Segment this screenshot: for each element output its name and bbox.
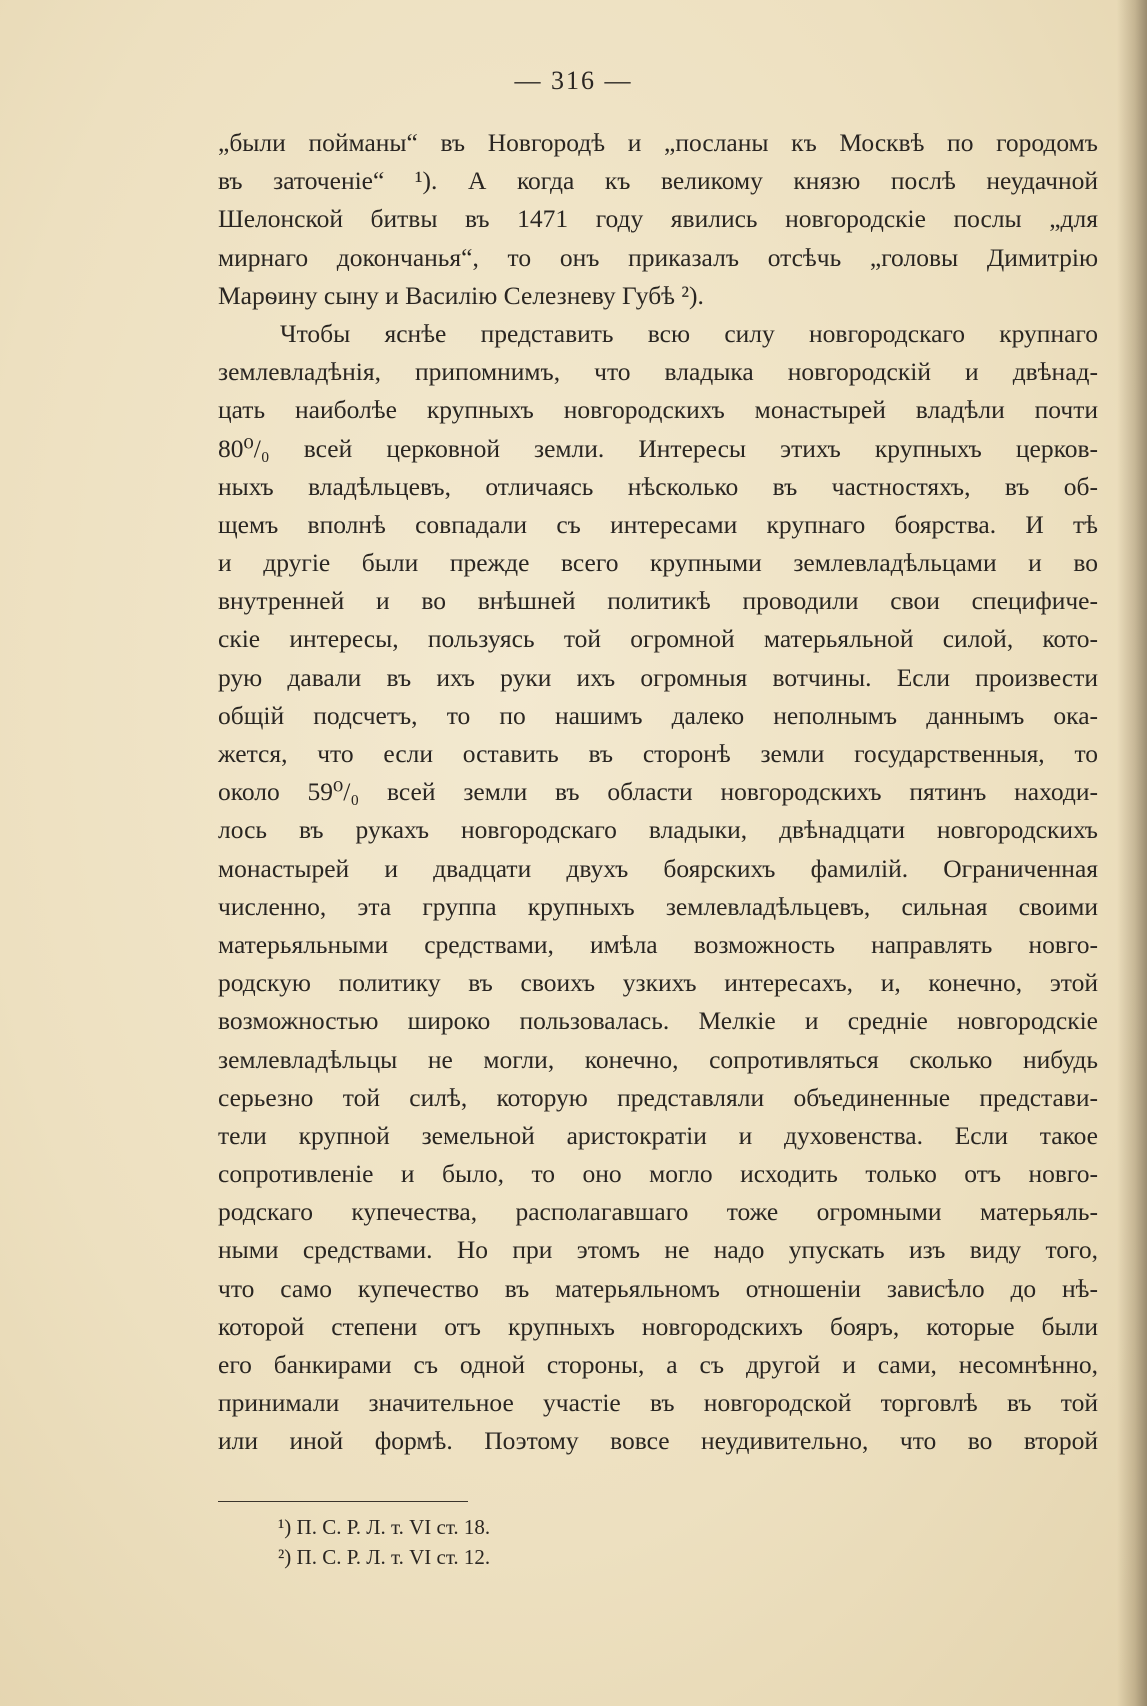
text-line: „были пойманы“ въ Новгородѣ и „посланы къ Москвѣ по городомъ [218,128,1098,157]
text-line: рую давали въ ихъ руки ихъ огромныя вотчины. Если произвести [218,662,1098,692]
text-line: сопротивленіе и было, то оно могло исходить только отъ новго- [218,1159,1098,1189]
text-line: около 59⁰/₀ всей земли въ области новгородскихъ пятинъ находи- [218,777,1098,807]
text-line: ныхъ владѣльцевъ, отличаясь нѣсколько въ частностяхъ, въ об- [218,471,1098,501]
footnote-1: ¹) П. С. Р. Л. т. VI ст. 18. [278,1515,491,1539]
text-line: мирнаго докончанья“, то онъ приказалъ отсѣчь „головы Димитрію [218,242,1098,272]
text-line: Марѳину сыну и Василію Селезневу Губѣ ²). [218,280,704,310]
text-line: принимали значительное участіе въ новгородской торговлѣ въ той [218,1388,1098,1418]
text-line: что само купечество въ матерьяльномъ отношеніи зависѣло до нѣ- [218,1273,1098,1303]
text-line: лось въ рукахъ новгородскаго владыки, двѣнадцати новгородскихъ [218,815,1098,845]
text-line: жется, что если оставить въ сторонѣ земли государственныя, то [218,739,1098,768]
footnotes [278,1512,490,1572]
text-line: монастырей и двадцати двухъ боярскихъ фамилій. Ограниченная [218,853,1098,883]
text-line: численно, эта группа крупныхъ землевладѣльцевъ, сильная своими [218,891,1098,921]
text-line: его банкирами съ одной стороны, а съ другой и сами, несомнѣнно, [218,1350,1098,1379]
text-line: родскую политику въ своихъ узкихъ интересахъ, и, конечно, этой [218,968,1098,998]
text-line: тели крупной земельной аристократіи и духовенства. Если такое [218,1120,1098,1150]
text-line: общій подсчетъ, то по нашимъ далеко неполнымъ даннымъ ока- [218,700,1098,730]
footnote-2: ²) П. С. Р. Л. т. VI ст. 12. [278,1545,491,1569]
text-line: родскаго купечества, располагавшаго тоже огромными матерьяль- [218,1197,1098,1227]
text-line: ными средствами. Но при этомъ не надо упускать изъ виду того, [218,1235,1098,1265]
text-line: въ заточеніе“ ¹). А когда къ великому князю послѣ неудачной [218,166,1098,196]
text-line: матерьяльными средствами, имѣла возможность направлять новго- [218,929,1098,959]
text-line: и другіе были прежде всего крупными землевладѣльцами и во [218,548,1098,578]
footnote-divider [218,1501,468,1502]
text-line: щемъ вполнѣ совпадали съ интересами крупнаго боярства. И тѣ [218,509,1098,539]
text-line: серьезно той силѣ, которую представляли объединенные представи- [218,1082,1098,1112]
text-line: внутренней и во внѣшней политикѣ проводили свои специфиче- [218,586,1098,616]
text-line: Шелонской битвы въ 1471 году явились новгородскіе послы „для [218,204,1098,234]
text-line: которой степени отъ крупныхъ новгородскихъ бояръ, которые были [218,1311,1098,1341]
page-number: — 316 — [514,66,633,95]
text-line: землевладѣнія, припомнимъ, что владыка новгородскій и двѣнад- [218,357,1098,387]
text-line: 80⁰/₀ всей церковной земли. Интересы этихъ крупныхъ церков- [218,433,1098,463]
page-edge-shadow [1117,0,1147,1706]
text-line: скіе интересы, пользуясь той огромной матерьяльной силой, кото- [218,624,1098,654]
text-line: цать наиболѣе крупныхъ новгородскихъ монастырей владѣли почти [218,395,1098,425]
text-line: Чтобы яснѣе представить всю силу новгородскаго крупнаго [280,318,1098,348]
text-line: землевладѣльцы не могли, конечно, сопротивляться сколько нибудь [218,1044,1098,1074]
text-line: возможностью широко пользовалась. Мелкіе и средніе новгородскіе [218,1006,1098,1036]
main-text [218,124,1098,1461]
text-line: или иной формѣ. Поэтому вовсе неудивительно, что во второй [218,1426,1098,1456]
